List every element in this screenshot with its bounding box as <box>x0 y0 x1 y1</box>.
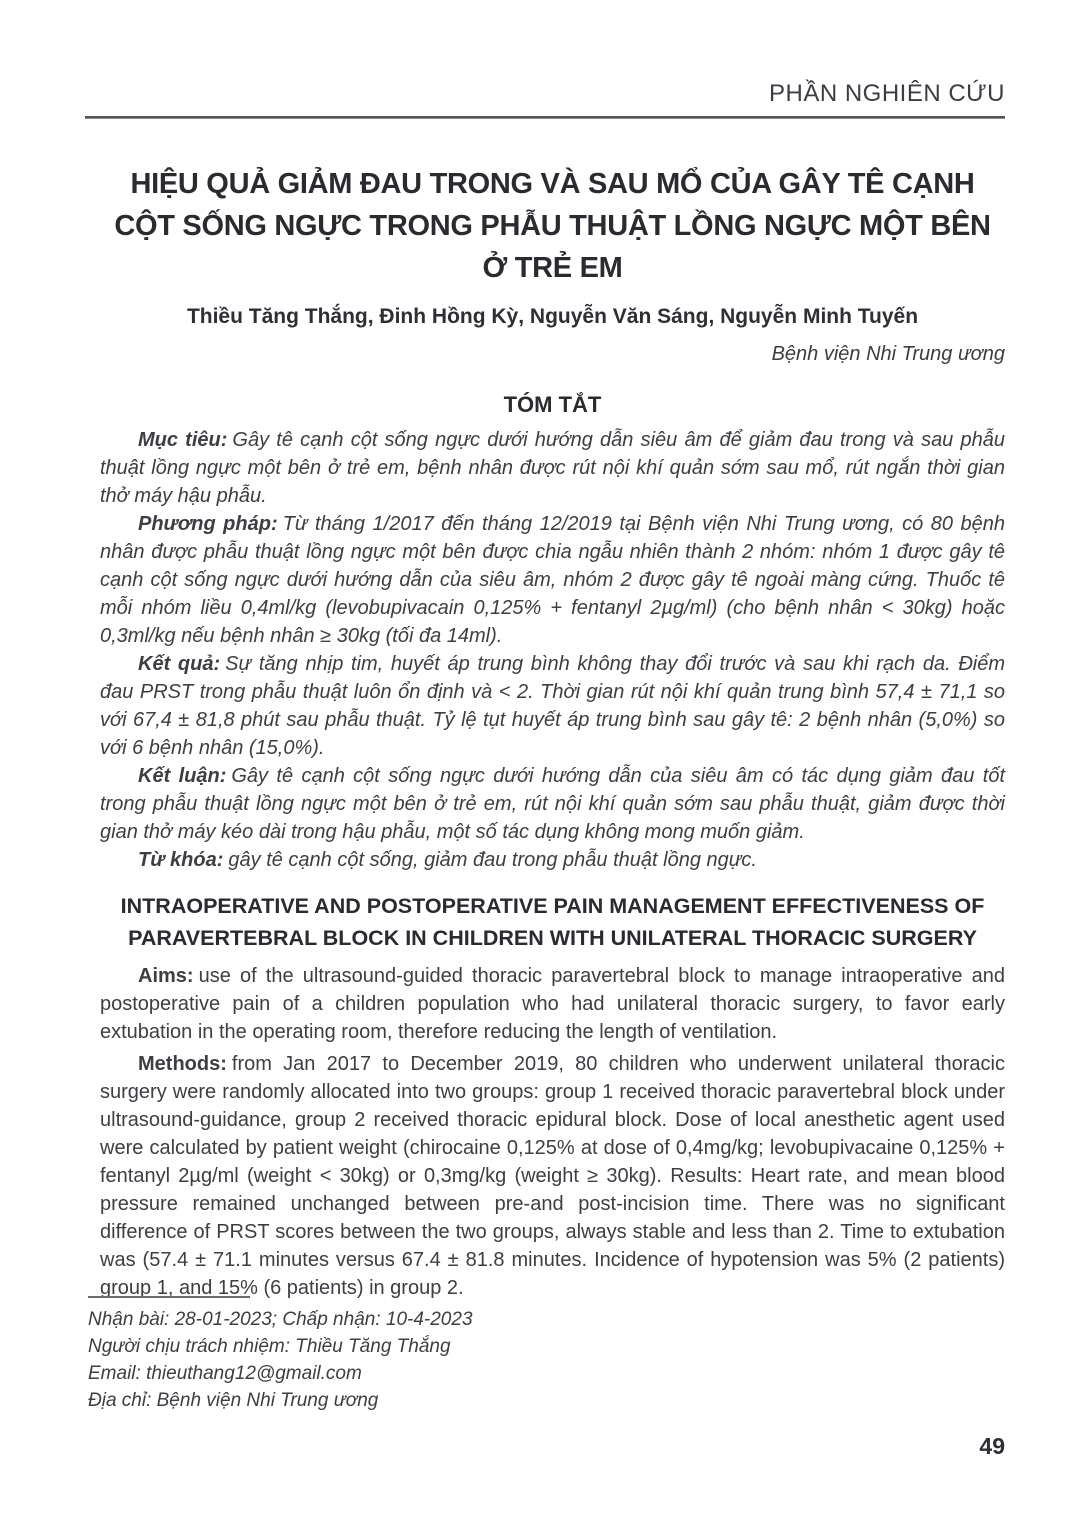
article-title-en-line2: PARAVERTEBRAL BLOCK IN CHILDREN WITH UNILATERAL THORACIC SURGERY <box>128 926 977 950</box>
abstract-vi-paragraph: Từ khóa: gây tê cạnh cột sống, giảm đau trong phẫu thuật lồng ngực. <box>138 849 757 871</box>
abstract-vi-paragraph: Phương pháp: Từ tháng 1/2017 đến tháng 12/2019 tại Bệnh viện Nhi Trung ương, có 80 bệnh nhân được phẫu thuật lồng ngực một bên được chia ngẫu nhiên thành 2 nhóm: nhóm 1 được gây tê cạnh cột sống ngực dưới hướng dẫn của siêu âm, nhóm 2 được gây tê ngoài màng cứng. Thuốc tê mỗi nhóm liều 0,4ml/kg (levobupivacain 0,125% + fentanyl 2µg/ml) (cho bệnh nhân < 30kg) hoặc 0,3ml/kg nếu bệnh nhân ≥ 30kg (tối đa 14ml). <box>100 513 1006 647</box>
article-title <box>100 163 1005 289</box>
affiliation: Bệnh viện Nhi Trung ương <box>771 343 1005 365</box>
paragraph-label: Methods: <box>138 1053 227 1075</box>
paragraph-label: Kết luận: <box>138 765 227 787</box>
abstract-en-paragraph: Methods: from Jan 2017 to December 2019, 80 children who underwent unilateral thoracic surgery were randomly allocated into two groups: group 1 received thoracic paravertebral block under ultrasound-guidance, group 2 received thoracic epidural block. Dose of local anesthetic agent used were calculated by patient weight (chirocaine 0,125% at dose of 0,4mg/kg; levobupivacaine 0,125% + fentanyl 2µg/ml (weight < 30kg) or 0,3mg/kg (weight ≥ 30kg). Results: Heart rate, and mean blood pressure remained unchanged between pre-and post-incision time. There was no significant difference of PRST scores between the two groups, always stable and less than 2. Time to extubation was (57.4 ± 71.1 minutes versus 67.4 ± 81.8 minutes. Incidence of hypotension was 5% (2 patients) group 1, and 15% (6 patients) in group 2. <box>100 1053 1005 1299</box>
article-title-en-line1: INTRAOPERATIVE AND POSTOPERATIVE PAIN MANAGEMENT EFFECTIVENESS OF <box>120 894 985 918</box>
article-title-line2: CỘT SỐNG NGỰC TRONG PHẪU THUẬT LỒNG NGỰC MỘT BÊN Ở TRẺ EM <box>114 210 991 284</box>
authors-line: Thiều Tăng Thắng, Đinh Hồng Kỳ, Nguyễn Văn Sáng, Nguyễn Minh Tuyến <box>186 305 919 328</box>
footnote-line: Nhận bài: 28-01-2023; Chấp nhận: 10-4-2023 <box>88 1309 473 1330</box>
paragraph-label: Aims: <box>138 965 194 987</box>
abstract-vi-paragraph: Kết luận: Gây tê cạnh cột sống ngực dưới hướng dẫn của siêu âm có tác dụng giảm đau tốt trong phẫu thuật lồng ngực một bên ở trẻ em, rút nội khí quản sớm sau phẫu thuật, giảm được thời gian thở máy kéo dài trong hậu phẫu, một số tác dụng không mong muốn giảm. <box>100 765 1006 843</box>
article-title-line1: HIỆU QUẢ GIẢM ĐAU TRONG VÀ SAU MỔ CỦA GÂY TÊ CẠNH <box>130 168 975 200</box>
footnote-line: Người chịu trách nhiệm: Thiều Tăng Thắng <box>88 1336 451 1357</box>
footnote-lines <box>88 1306 688 1414</box>
footnote-rule <box>88 1296 250 1298</box>
paragraph-label: Kết quả: <box>138 653 221 675</box>
footnote-block <box>88 1296 688 1414</box>
header-rule <box>85 116 1005 119</box>
page-number: 49 <box>979 1433 1005 1459</box>
paragraph-label: Phương pháp: <box>138 513 278 535</box>
abstract-heading-vi: TÓM TẮT <box>503 392 602 417</box>
abstract-en-paragraph: Aims: use of the ultrasound-guided thoracic paravertebral block to manage intraoperative and postoperative pain of a children population who had unilateral thoracic surgery, to favor early extubation in the operating room, therefore reducing the length of ventilation. <box>100 965 1005 1043</box>
paragraph-label: Mục tiêu: <box>138 429 228 451</box>
section-label: PHẦN NGHIÊN CỨU <box>768 80 1005 107</box>
footnote-line: Địa chỉ: Bệnh viện Nhi Trung ương <box>88 1390 379 1411</box>
abstract-vi-paragraph: Mục tiêu: Gây tê cạnh cột sống ngực dưới hướng dẫn siêu âm để giảm đau trong và sau phẫu thuật lồng ngực một bên ở trẻ em, bệnh nhân được rút nội khí quản sớm sau mổ, rút ngắn thời gian thở máy hậu phẫu. <box>100 429 1005 507</box>
article-title-en <box>100 890 1005 954</box>
abstract-en-body <box>100 962 1005 1302</box>
article-content <box>100 163 1005 1302</box>
abstract-vi-body <box>100 426 1005 874</box>
footnote-line: Email: thieuthang12@gmail.com <box>88 1363 362 1384</box>
page-header <box>85 0 1005 119</box>
paragraph-label: Từ khóa: <box>138 849 224 871</box>
abstract-vi-paragraph: Kết quả: Sự tăng nhịp tim, huyết áp trung bình không thay đổi trước và sau khi rạch da. Điểm đau PRST trong phẫu thuật luôn ổn định và < 2. Thời gian rút nội khí quản trung bình 57,4 ± 71,1 so với 67,4 ± 81,8 phút sau phẫu thuật. Tỷ lệ tụt huyết áp trung bình sau gây tê: 2 bệnh nhân (5,0%) so với 6 bệnh nhân (15,0%). <box>100 653 1006 759</box>
